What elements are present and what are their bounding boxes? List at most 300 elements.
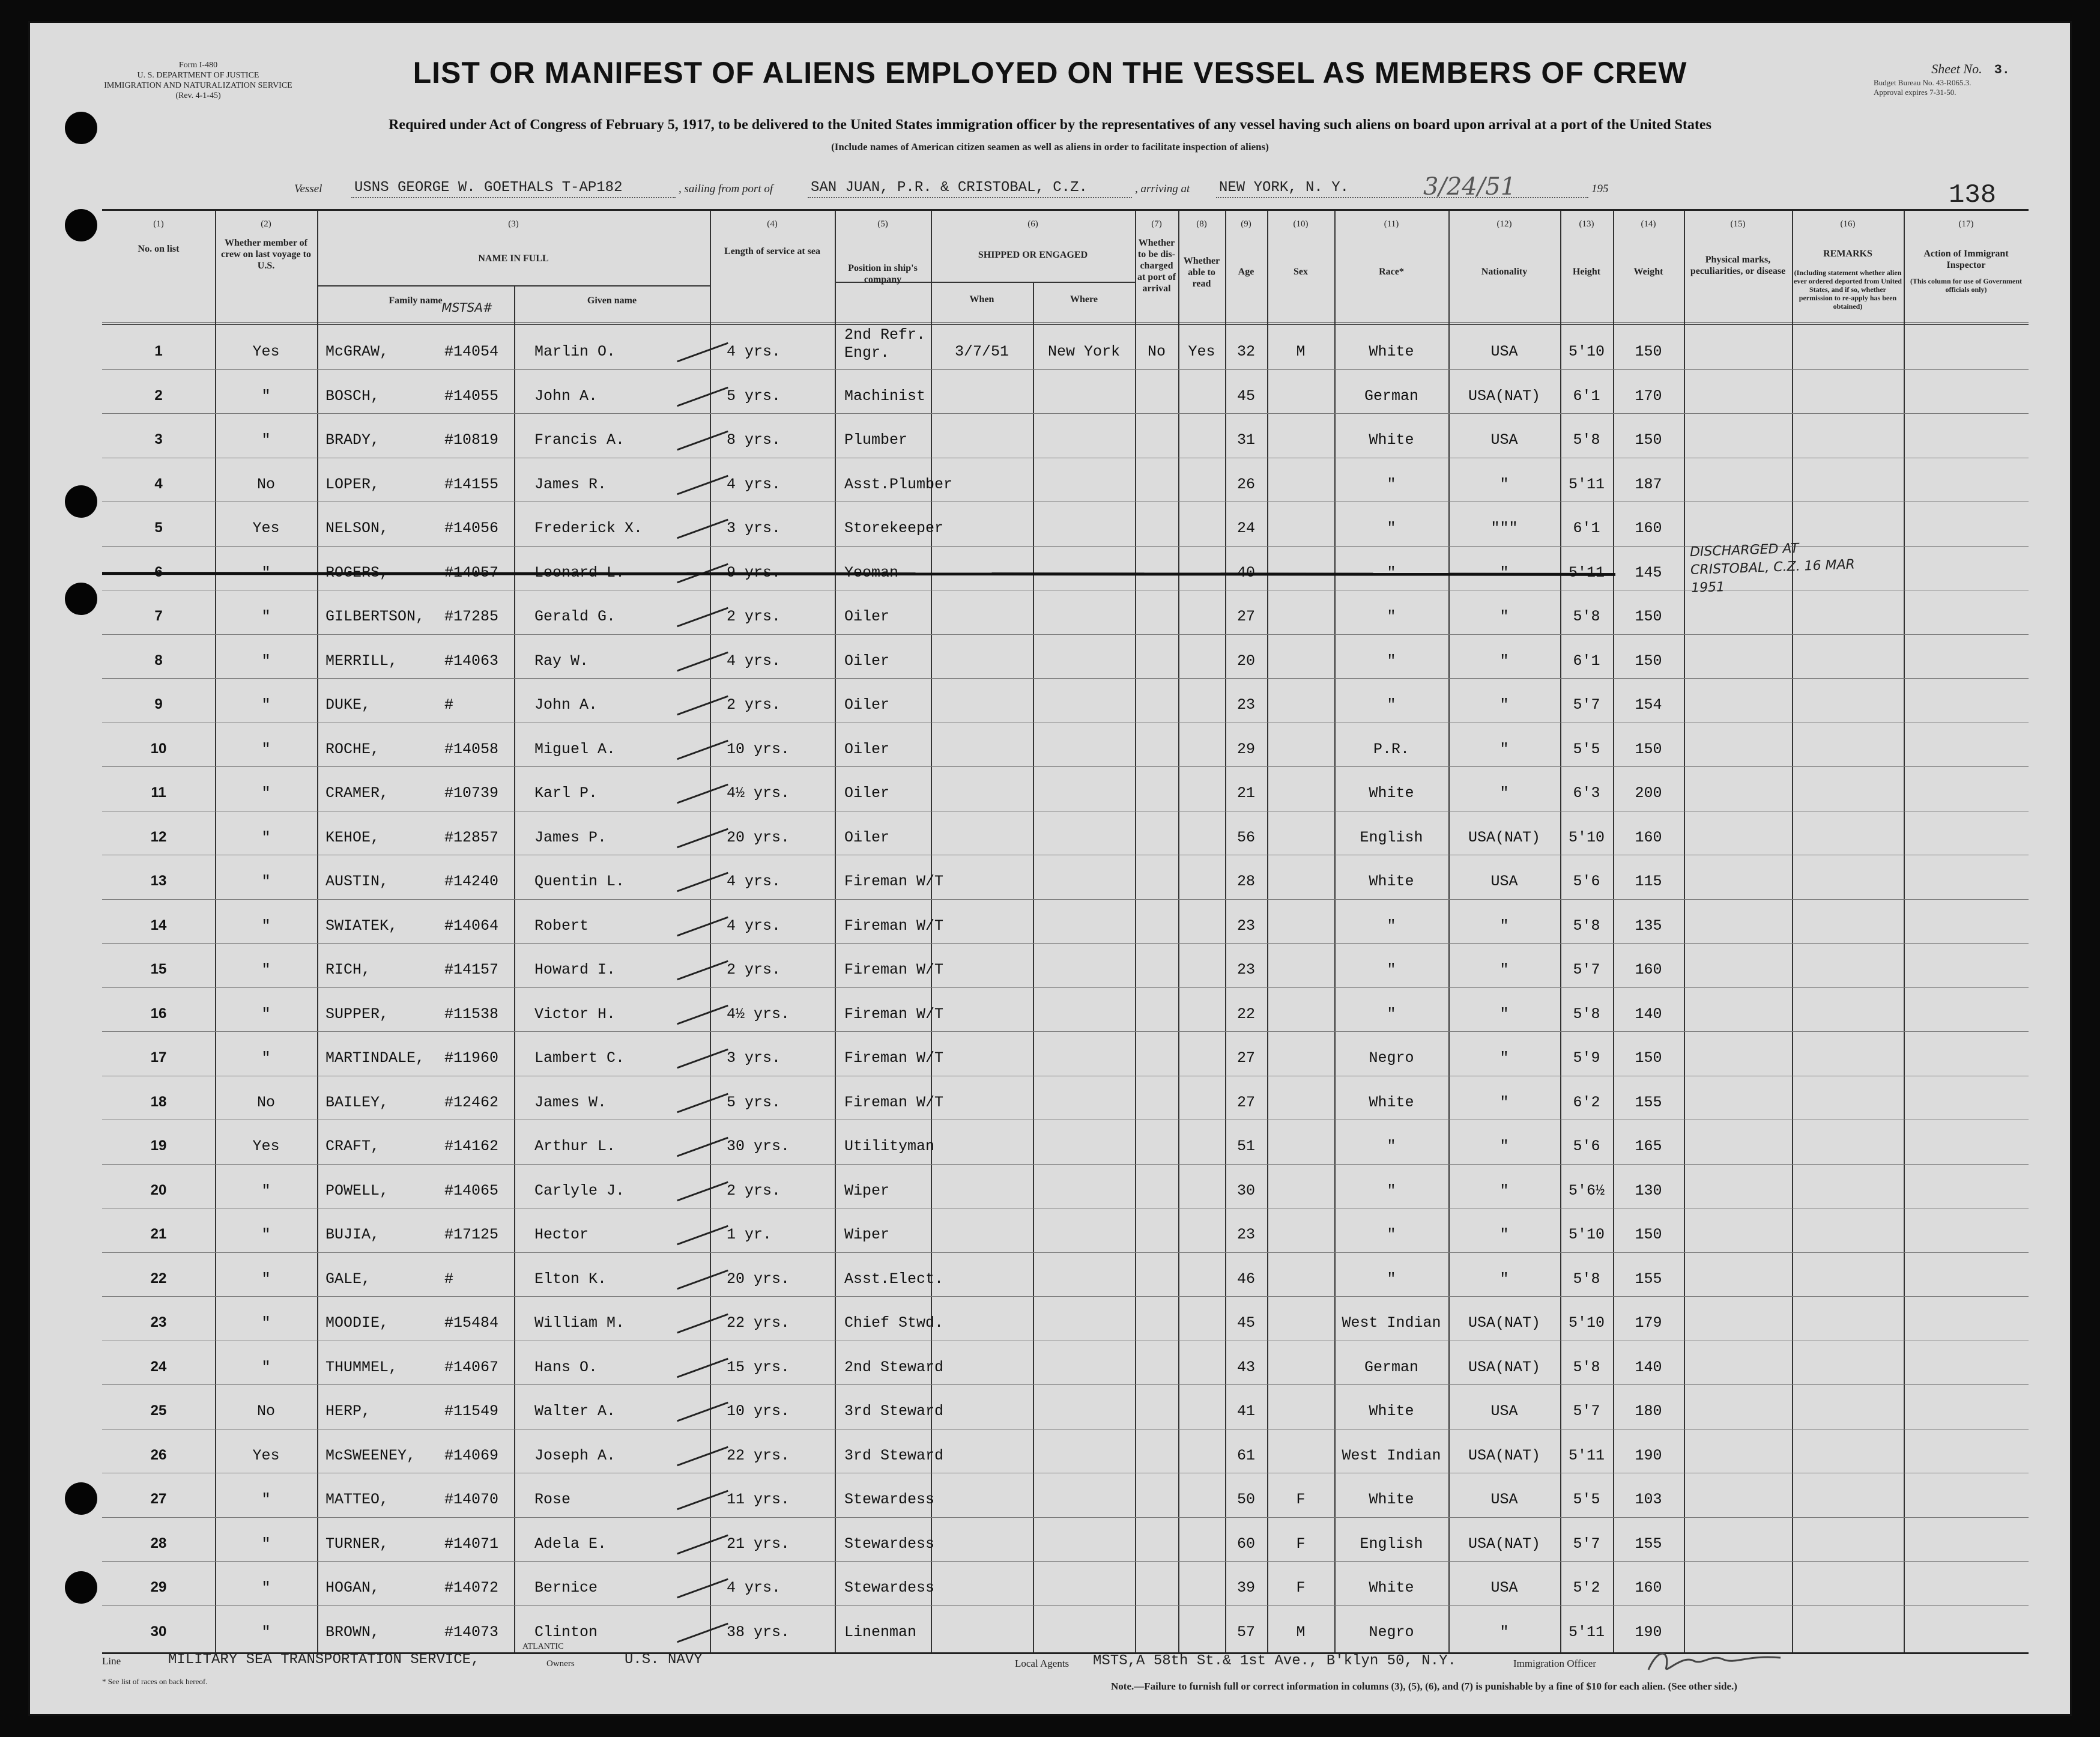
cell-age: 46 [1236,1270,1255,1288]
cell-height: 5'6 [1573,1138,1600,1155]
cell-family: GALE, [325,1270,371,1288]
cell-weight: 150 [1635,1226,1662,1243]
cell-prev: Yes [252,343,280,360]
cell-prev: " [261,431,271,449]
punch-hole [65,209,97,241]
cell-nationality: " [1499,1226,1509,1243]
cell-age: 51 [1236,1138,1255,1155]
cell-prev: No [256,475,275,493]
inspector-note: (This column for use of Government officials only) [1910,277,2023,294]
cell-given: Francis A. [534,431,625,449]
cell-age: 61 [1236,1446,1255,1464]
cell-prev: " [261,696,271,714]
cell-service: 21 yrs. [727,1535,790,1553]
cell-position: 3rd Steward [844,1402,944,1420]
table-row [102,1120,2029,1164]
row-number: 16 [150,1005,167,1022]
instruction-text: (Include names of American citizen seamen as well as aliens in order to facilitate inspection of aliens) [831,141,1269,153]
cell-nationality: USA [1490,1491,1518,1508]
cell-height: 5'5 [1573,740,1600,758]
cell-position: Oiler [844,608,890,625]
handwritten-date: 3/24/51 [1423,173,1516,201]
punch-hole [65,485,97,518]
cell-race: " [1387,696,1396,714]
cell-prev: " [261,1049,271,1067]
table-row [102,1384,2029,1429]
cell-position: Storekeeper [844,520,944,537]
column-heading: Length of service at sea [724,246,820,256]
cell-service: 30 yrs. [727,1138,790,1155]
cell-given: Karl P. [534,784,598,802]
cell-height: 6'3 [1573,784,1600,802]
cell-nationality: " [1499,1270,1509,1288]
cell-age: 26 [1236,475,1255,493]
cell-prev: No [256,1093,275,1111]
cell-family: HOGAN, [325,1579,380,1596]
column-number: (2) [261,219,271,229]
cell-family: DUKE, [325,696,371,714]
cell-height: 5'8 [1573,1358,1600,1376]
cell-weight: 180 [1635,1402,1662,1420]
cell-mstsa: #11960 [444,1049,499,1067]
cell-mstsa: #10739 [444,784,499,802]
cell-height: 5'8 [1573,1005,1600,1023]
cell-mstsa: #14056 [444,520,499,537]
cell-service: 4½ yrs. [727,1005,790,1023]
cell-race: Negro [1369,1049,1414,1067]
cell-family: MOODIE, [325,1314,389,1332]
check-stroke [677,828,728,848]
table-row [102,1208,2029,1252]
cell-height: 5'7 [1573,696,1600,714]
check-stroke [677,474,728,495]
table-row [102,899,2029,944]
remarks-note: (Including statement whether alien ever ordered deported from United States, and if so, whether permission to re-apply has been obtained) [1794,268,1902,311]
cell-family: MATTEO, [325,1491,389,1508]
cell-height: 5'11 [1568,1446,1605,1464]
cell-race: " [1387,608,1396,625]
statute-text: Required under Act of Congress of February 5, 1917, to be delivered to the United States immigration officer by the representatives of any vessel having such aliens on board upon arrival at a port of the United States [389,117,1711,133]
cell-position: Stewardess [844,1491,935,1508]
table-row [102,1473,2029,1517]
check-stroke [677,607,728,628]
cell-position: Plumber [844,431,908,449]
cell-position: 3rd Steward [844,1446,944,1464]
cell-nationality: " [1499,475,1509,493]
cell-given: James W. [534,1093,607,1111]
column-heading: Physical marks, peculiarities, or disease [1690,255,1786,276]
row-number: 1 [154,343,163,359]
cell-family: BAILEY, [325,1093,389,1111]
cell-weight: 190 [1635,1446,1662,1464]
cell-height: 6'1 [1573,387,1600,405]
cell-age: 50 [1236,1491,1255,1508]
sailing-port: SAN JUAN, P.R. & CRISTOBAL, C.Z. [811,180,1088,196]
cell-nationality: " [1499,740,1509,758]
cell-given: Joseph A. [534,1446,616,1464]
table-row [102,413,2029,458]
column-number: (7) [1151,219,1162,229]
atlantic-note: ATLANTIC [522,1642,564,1651]
revision: (Rev. 4-1-45) [175,91,221,100]
cell-weight: 190 [1635,1623,1662,1641]
cell-discharged: No [1147,343,1166,360]
cell-family: GILBERTSON, [325,608,425,625]
cell-where: New York [1047,343,1121,360]
cell-prev: " [261,873,271,890]
cell-age: 23 [1236,1226,1255,1243]
column-number: (3) [508,219,519,229]
cell-mstsa: #17125 [444,1226,499,1243]
check-stroke [677,1093,728,1113]
page-number: 138 [1949,180,1997,210]
punch-hole [65,1482,97,1515]
cell-service: 4 yrs. [727,475,781,493]
cell-nationality: USA(NAT) [1468,1358,1541,1376]
family-name-heading: Family name [389,296,443,306]
cell-position: Fireman W/T [844,1005,944,1023]
cell-prev: " [261,740,271,758]
cell-age: 31 [1236,431,1255,449]
column-number: (15) [1730,219,1746,229]
column-number: (13) [1579,219,1594,229]
table-row [102,678,2029,723]
cell-position: Fireman W/T [844,1049,944,1067]
check-stroke [677,519,728,539]
column-heading: Whether member of crew on last voyage to U.S. [221,238,311,271]
check-stroke [677,342,728,363]
check-stroke [677,784,728,804]
cell-race: " [1387,1226,1396,1243]
cell-race: White [1369,1093,1414,1111]
cell-mstsa: #14240 [444,873,499,890]
budget-line2: Approval expires 7-31-50. [1874,88,1956,97]
cell-mstsa: #10819 [444,431,499,449]
agents-label: Local Agents [1015,1658,1070,1669]
table-row [102,766,2029,811]
cell-mstsa: #11538 [444,1005,499,1023]
cell-nationality: " [1499,608,1509,625]
cell-weight: 150 [1635,1049,1662,1067]
column-number: (17) [1958,219,1974,229]
cell-prev: " [261,1270,271,1288]
check-stroke [677,386,728,407]
cell-family: HERP, [325,1402,371,1420]
row-number: 12 [150,828,167,845]
cell-mstsa: #17285 [444,608,499,625]
row-strikethrough [102,572,1615,576]
cell-height: 5'11 [1568,1623,1605,1641]
cell-mstsa: #14055 [444,387,499,405]
cell-race: German [1364,1358,1418,1376]
cell-nationality: USA(NAT) [1468,1446,1541,1464]
cell-service: 20 yrs. [727,1270,790,1288]
check-stroke [677,1534,728,1554]
check-stroke [677,1225,728,1246]
cell-service: 2 yrs. [727,1181,781,1199]
where-heading: Where [1070,294,1098,305]
column-heading: Position in ship's company [848,263,918,285]
column-heading: Height [1572,267,1601,277]
cell-service: 4½ yrs. [727,784,790,802]
cell-service: 22 yrs. [727,1446,790,1464]
sheet-number [1931,61,2010,77]
row-number: 2 [154,387,163,404]
cell-service: 10 yrs. [727,740,790,758]
cell-service: 22 yrs. [727,1314,790,1332]
cell-mstsa: # [444,696,454,714]
cell-nationality: " [1499,784,1509,802]
check-stroke [677,1181,728,1201]
cell-given: Hector [534,1226,589,1243]
cell-weight: 200 [1635,784,1662,802]
cell-family: SWIATEK, [325,917,398,935]
check-stroke [677,1490,728,1511]
cell-sex: F [1296,1535,1306,1553]
cell-given: Adela E. [534,1535,607,1553]
cell-mstsa: #14071 [444,1535,499,1553]
cell-family: THUMMEL, [325,1358,398,1376]
cell-position: Fireman W/T [844,873,944,890]
row-number: 28 [150,1535,167,1551]
officer-label: Immigration Officer [1513,1658,1597,1669]
cell-height: 5'10 [1568,1314,1605,1332]
cell-service: 10 yrs. [727,1402,790,1420]
cell-prev: " [261,387,271,405]
column-heading: Whether able to read [1183,256,1220,289]
cell-height: 6'1 [1573,652,1600,670]
cell-mstsa: #14063 [444,652,499,670]
cell-service: 4 yrs. [727,652,781,670]
sheet-label: Sheet No. [1931,61,1982,76]
cell-given: Miguel A. [534,740,616,758]
check-stroke [677,1402,728,1422]
cell-race: " [1387,1181,1396,1199]
cell-height: 6'2 [1573,1093,1600,1111]
cell-race: " [1387,1138,1396,1155]
cell-age: 23 [1236,961,1255,978]
cell-age: 27 [1236,608,1255,625]
cell-race: White [1369,343,1414,360]
cell-age: 30 [1236,1181,1255,1199]
cell-service: 11 yrs. [727,1491,790,1508]
table-row [102,458,2029,502]
cell-family: AUSTIN, [325,873,389,890]
when-heading: When [969,294,994,305]
cell-service: 15 yrs. [727,1358,790,1376]
cell-mstsa: #15484 [444,1314,499,1332]
cell-family: TURNER, [325,1535,389,1553]
cell-height: 5'2 [1573,1579,1600,1596]
cell-position: 2nd Refr. Engr. [844,326,926,362]
check-stroke [677,651,728,671]
table-row [102,1561,2029,1605]
name-subheader-line [317,285,710,286]
cell-position: Utilityman [844,1138,935,1155]
cell-age: 22 [1236,1005,1255,1023]
discharge-remark: DISCHARGED AT CRISTOBAL, C.Z. 16 MAR 1951 [1689,541,1856,596]
column-heading: Whether to be dis-charged at port of arrival [1137,238,1176,294]
cell-age: 29 [1236,740,1255,758]
cell-prev: " [261,828,271,846]
cell-nationality: " [1499,1623,1509,1641]
cell-weight: 170 [1635,387,1662,405]
column-number: (14) [1641,219,1656,229]
cell-service: 2 yrs. [727,608,781,625]
column-number: (6) [1027,219,1038,229]
cell-weight: 160 [1635,520,1662,537]
table-row [102,1517,2029,1562]
cell-height: 5'8 [1573,431,1600,449]
cell-given: Rose [534,1491,571,1508]
check-stroke [677,1622,728,1643]
cell-weight: 179 [1635,1314,1662,1332]
races-note: * See list of races on back hereof. [102,1677,208,1686]
row-number: 25 [150,1402,167,1419]
cell-sex: F [1296,1579,1306,1596]
cell-family: CRAMER, [325,784,389,802]
arrival-port: NEW YORK, N. Y. [1219,180,1349,196]
cell-race: White [1369,431,1414,449]
crew-table [102,209,2029,1654]
cell-nationality: " [1499,696,1509,714]
sheet-value: 3. [1994,62,2010,77]
column-heading: Nationality [1481,267,1528,277]
penalty-note: Note.—Failure to furnish full or correct information in columns (3), (5), (6), and (7) is punishable by a fine of $10 for each alien. (See other side.) [1111,1681,1737,1692]
row-number: 4 [154,475,163,492]
cell-height: 6'1 [1573,520,1600,537]
cell-prev: " [261,608,271,625]
row-number: 5 [154,520,163,536]
table-row [102,369,2029,414]
cell-race: P.R. [1373,740,1409,758]
cell-family: McGRAW, [325,343,389,360]
cell-prev: " [261,1623,271,1641]
cell-height: 5'10 [1568,343,1605,360]
cell-service: 2 yrs. [727,961,781,978]
cell-weight: 130 [1635,1181,1662,1199]
cell-prev: " [261,652,271,670]
cell-race: " [1387,961,1396,978]
cell-family: BOSCH, [325,387,380,405]
cell-nationality: USA [1490,873,1518,890]
cell-race: English [1360,1535,1423,1553]
cell-sex: F [1296,1491,1306,1508]
cell-prev: " [261,784,271,802]
cell-race: White [1369,784,1414,802]
cell-race: " [1387,652,1396,670]
column-heading: Age [1238,267,1254,277]
cell-race: White [1369,1579,1414,1596]
row-number: 10 [150,740,167,757]
cell-position: Oiler [844,652,890,670]
cell-family: BUJIA, [325,1226,380,1243]
row-number: 14 [150,917,167,933]
year-label: 195 [1591,183,1609,195]
cell-height: 5'7 [1573,1535,1600,1553]
check-stroke [677,1314,728,1334]
cell-given: James R. [534,475,607,493]
row-number: 30 [150,1623,167,1640]
cell-weight: 103 [1635,1491,1662,1508]
department: U. S. DEPARTMENT OF JUSTICE [137,71,259,80]
cell-prev: Yes [252,1446,280,1464]
cell-race: West Indian [1342,1446,1441,1464]
cell-prev: " [261,1005,271,1023]
row-number: 20 [150,1181,167,1198]
cell-position: Chief Stwd. [844,1314,944,1332]
cell-height: 5'8 [1573,917,1600,935]
vessel-line [294,173,2024,201]
cell-prev: " [261,961,271,978]
cell-height: 5'8 [1573,608,1600,625]
cell-prev: " [261,1226,271,1243]
check-stroke [677,1446,728,1466]
cell-prev: No [256,1402,275,1420]
given-name-heading: Given name [587,296,637,306]
cell-height: 5'9 [1573,1049,1600,1067]
cell-given: Victor H. [534,1005,616,1023]
check-stroke [677,1004,728,1025]
cell-nationality: " [1499,917,1509,935]
cell-race: White [1369,1402,1414,1420]
cell-service: 4 yrs. [727,1579,781,1596]
cell-mstsa: #12857 [444,828,499,846]
cell-age: 32 [1236,343,1255,360]
cell-race: " [1387,520,1396,537]
cell-position: Asst.Plumber [844,475,953,493]
table-row [102,1429,2029,1473]
cell-prev: " [261,917,271,935]
check-stroke [677,739,728,760]
check-stroke [677,916,728,936]
punch-hole [65,1571,97,1604]
cell-mstsa: #14157 [444,961,499,978]
cell-mstsa: #14058 [444,740,499,758]
cell-prev: Yes [252,1138,280,1155]
cell-weight: 150 [1635,343,1662,360]
cell-mstsa: #14054 [444,343,499,360]
cell-weight: 155 [1635,1535,1662,1553]
cell-mstsa: #14064 [444,917,499,935]
table-row [102,1164,2029,1208]
cell-position: Linenman [844,1623,917,1641]
cell-given: Carlyle J. [534,1181,625,1199]
cell-position: Oiler [844,740,890,758]
cell-weight: 187 [1635,475,1662,493]
cell-service: 38 yrs. [727,1623,790,1641]
cell-prev: " [261,1358,271,1376]
cell-weight: 160 [1635,828,1662,846]
cell-prev: " [261,1579,271,1596]
punch-hole [65,583,97,615]
cell-age: 39 [1236,1579,1255,1596]
cell-given: Lambert C. [534,1049,625,1067]
cell-given: Bernice [534,1579,598,1596]
vessel-label: Vessel [294,183,322,195]
cell-race: White [1369,1491,1414,1508]
cell-height: 5'6½ [1568,1181,1605,1199]
row-number: 19 [150,1138,167,1154]
cell-given: Walter A. [534,1402,616,1420]
table-row [102,1341,2029,1385]
cell-position: Oiler [844,784,890,802]
cell-weight: 115 [1635,873,1662,890]
column-number: (9) [1241,219,1251,229]
table-row [102,502,2029,546]
document-title: LIST OR MANIFEST OF ALIENS EMPLOYED ON THE VESSEL AS MEMBERS OF CREW [413,56,1687,89]
cell-mstsa: #14162 [444,1138,499,1155]
